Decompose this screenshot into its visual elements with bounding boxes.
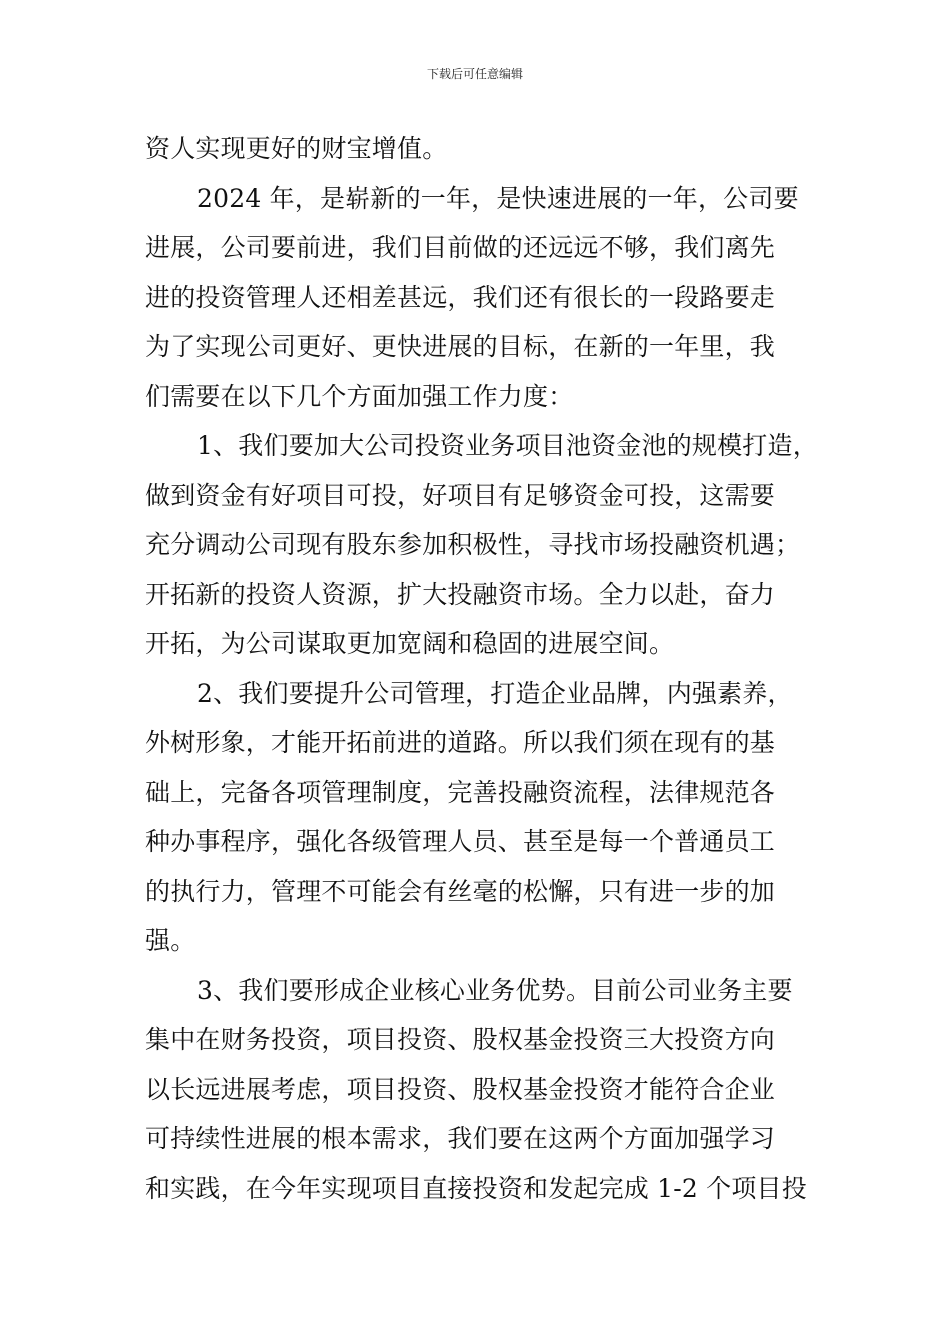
text-line: 以长远进展考虑，项目投资、股权基金投资才能符合企业 — [145, 1074, 776, 1104]
text-line: 开拓新的投资人资源，扩大投融资市场。全力以赴，奋力 — [145, 579, 776, 609]
text-line: 种办事程序，强化各级管理人员、甚至是每一个普通员工 — [145, 827, 776, 856]
text-line: 做到资金有好项目可投，好项目有足够资金可投，这需要 — [145, 480, 776, 510]
text-line: 集中在财务投资，项目投资、股权基金投资三大投资方向 — [145, 1025, 776, 1054]
text-line: 进展，公司要前进，我们目前做的还远远不够，我们离先 — [145, 233, 776, 262]
document-body — [145, 124, 835, 1213]
text-line: 和实践，在今年实现项目直接投资和发起完成 1-2 个项目投 — [145, 1173, 807, 1203]
text-line: 强。 — [145, 926, 196, 955]
text-line: 1、我们要加大公司投资业务项目池资金池的规模打造， — [197, 431, 818, 460]
text-line: 础上，完备各项管理制度，完善投融资流程，法律规范各 — [145, 777, 776, 807]
page-header-note: 下载后可任意编辑 — [426, 67, 523, 81]
text-line: 3、我们要形成企业核心业务优势。目前公司业务主要 — [197, 975, 793, 1005]
text-line: 的执行力，管理不可能会有丝毫的松懈，只有进一步的加 — [145, 876, 776, 906]
text-line: 充分调动公司现有股东参加积极性，寻找市场投融资机遇； — [145, 530, 801, 559]
text-line: 为了实现公司更好、更快进展的目标，在新的一年里，我 — [145, 332, 776, 361]
text-line: 2、我们要提升公司管理，打造企业品牌，内强素养， — [197, 678, 793, 708]
text-line: 开拓，为公司谋取更加宽阔和稳固的进展空间。 — [145, 629, 675, 658]
text-line: 们需要在以下几个方面加强工作力度： — [145, 381, 574, 411]
text-line: 外树形象，才能开拓前进的道路。所以我们须在现有的基 — [145, 728, 776, 757]
text-line: 可持续性进展的根本需求，我们要在这两个方面加强学习 — [145, 1124, 776, 1153]
text-line: 进的投资管理人还相差甚远，我们还有很长的一段路要走 — [145, 282, 776, 312]
text-line: 资人实现更好的财宝增值。 — [145, 134, 448, 163]
text-line: 2024 年，是崭新的一年，是快速进展的一年，公司要 — [197, 183, 799, 213]
